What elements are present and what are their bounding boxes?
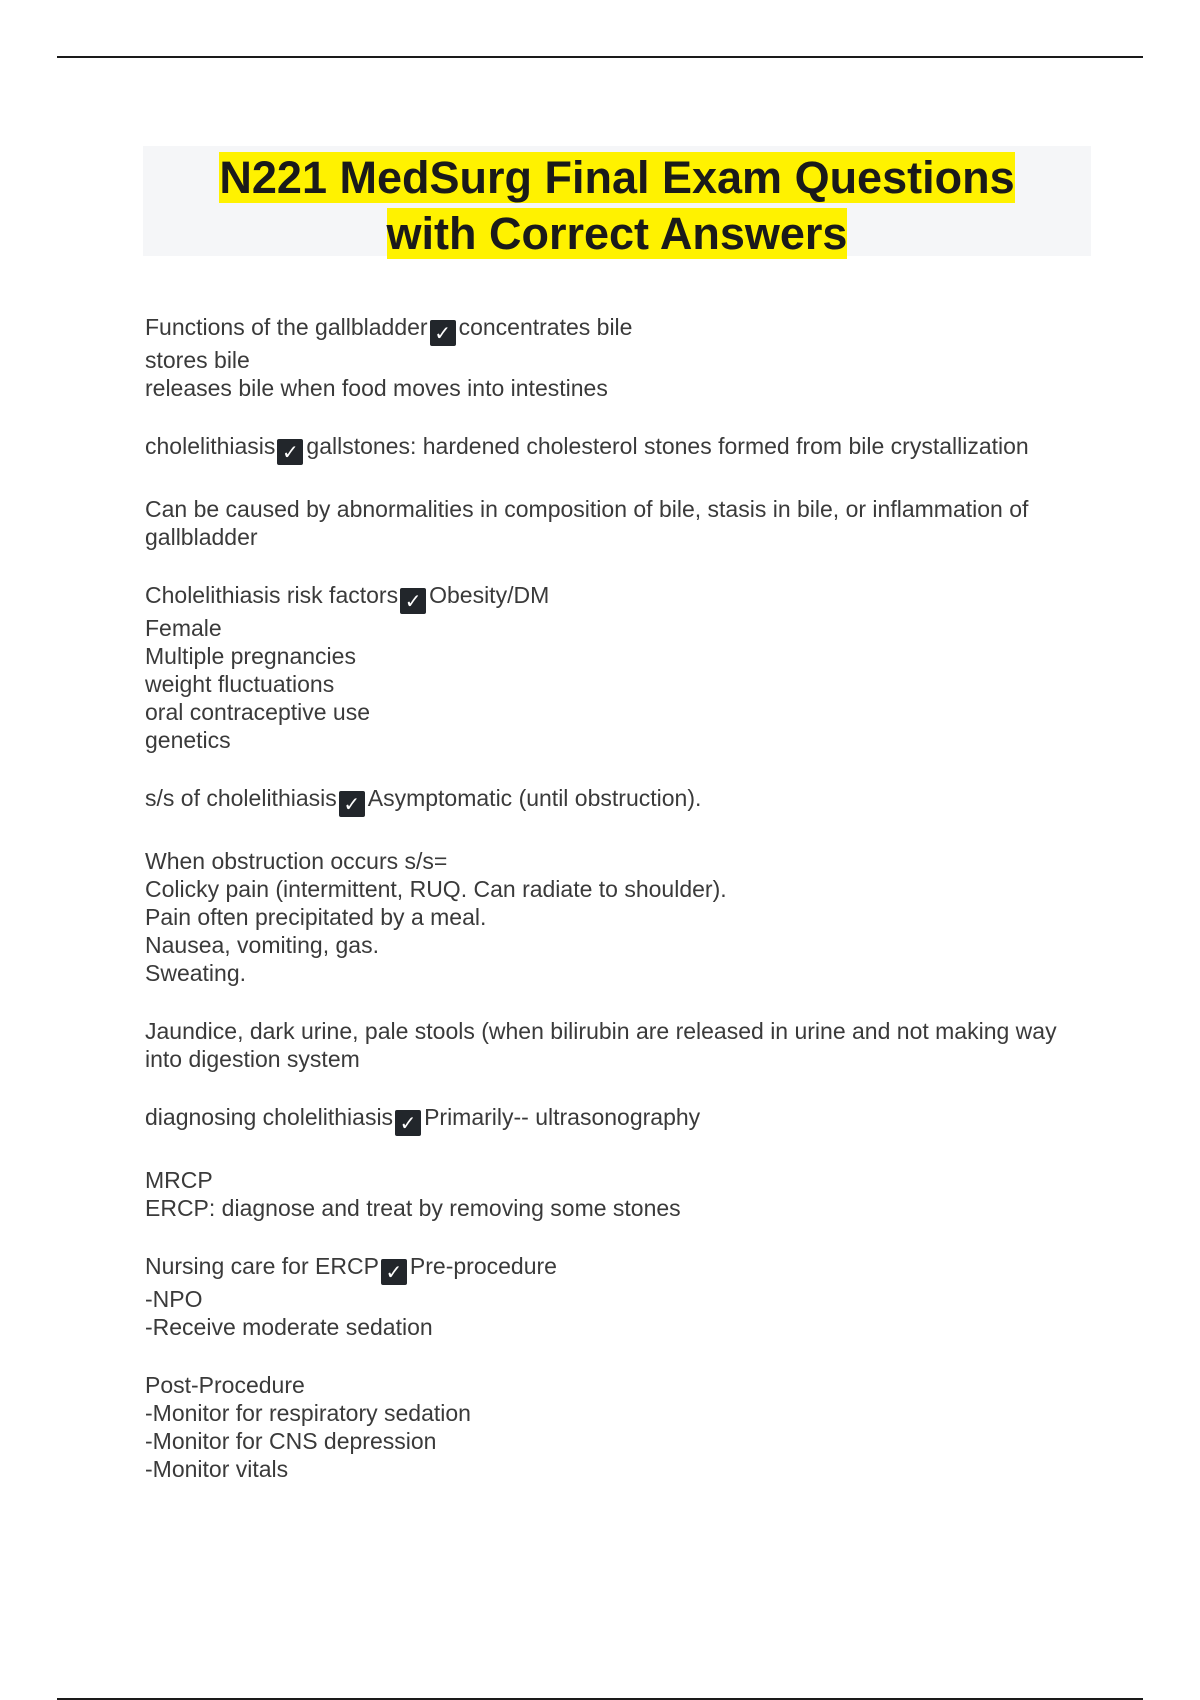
flashcard bbox=[145, 1017, 1085, 1073]
flashcard bbox=[145, 432, 1085, 465]
question-text: cholelithiasis bbox=[145, 433, 276, 459]
card-line bbox=[145, 1455, 1085, 1483]
card-line bbox=[145, 959, 1085, 987]
flashcard bbox=[145, 1166, 1085, 1222]
answer-text: Colicky pain (intermittent, RUQ. Can radiate to shoulder). bbox=[145, 876, 727, 902]
answer-text: Post-Procedure bbox=[145, 1372, 305, 1398]
card-line bbox=[145, 875, 1085, 903]
card-line bbox=[145, 726, 1085, 754]
answer-text: Asymptomatic (until obstruction). bbox=[367, 785, 702, 811]
answer-text: Can be caused by abnormalities in composition of bile, stasis in bile, or inflammation of gallbladder bbox=[145, 496, 1029, 550]
title-line-2: with Correct Answers bbox=[386, 208, 848, 259]
answer-text: concentrates bile bbox=[458, 314, 633, 340]
card-line bbox=[145, 432, 1085, 465]
card-line bbox=[145, 1399, 1085, 1427]
checkmark-icon: ✓ bbox=[277, 439, 303, 465]
answer-text: -Monitor vitals bbox=[145, 1456, 289, 1482]
answer-text: Pain often precipitated by a meal. bbox=[145, 904, 487, 930]
card-line bbox=[145, 1427, 1085, 1455]
answer-text: Sweating. bbox=[145, 960, 247, 986]
answer-text: Multiple pregnancies bbox=[145, 643, 356, 669]
flashcard bbox=[145, 495, 1085, 551]
answer-text: gallstones: hardened cholesterol stones formed from bile crystallization bbox=[306, 433, 1029, 459]
answer-text: -Monitor for CNS depression bbox=[145, 1428, 437, 1454]
card-line bbox=[145, 931, 1085, 959]
flashcard bbox=[145, 1252, 1085, 1341]
answer-text: -NPO bbox=[145, 1286, 203, 1312]
answer-text: Jaundice, dark urine, pale stools (when bilirubin are released in urine and not making way into digestion system bbox=[145, 1018, 1057, 1072]
card-line bbox=[145, 903, 1085, 931]
card-line bbox=[145, 346, 1085, 374]
document-title bbox=[143, 146, 1091, 262]
checkmark-icon: ✓ bbox=[339, 791, 365, 817]
card-line bbox=[145, 1194, 1085, 1222]
answer-text: releases bile when food moves into intestines bbox=[145, 375, 608, 401]
answer-text: Female bbox=[145, 615, 222, 641]
flashcard bbox=[145, 784, 1085, 817]
question-text: diagnosing cholelithiasis bbox=[145, 1104, 394, 1130]
answer-text: MRCP bbox=[145, 1167, 213, 1193]
question-text: Cholelithiasis risk factors bbox=[145, 582, 399, 608]
checkmark-icon: ✓ bbox=[430, 320, 456, 346]
checkmark-icon: ✓ bbox=[381, 1259, 407, 1285]
card-line bbox=[145, 1252, 1085, 1285]
answer-text: oral contraceptive use bbox=[145, 699, 371, 725]
answer-text: -Monitor for respiratory sedation bbox=[145, 1400, 471, 1426]
answer-text: ERCP: diagnose and treat by removing some stones bbox=[145, 1195, 681, 1221]
card-line bbox=[145, 670, 1085, 698]
card-line bbox=[145, 1371, 1085, 1399]
card-line bbox=[145, 847, 1085, 875]
answer-text: Pre-procedure bbox=[409, 1253, 557, 1279]
title-banner bbox=[143, 146, 1091, 259]
answer-text: genetics bbox=[145, 727, 231, 753]
card-line bbox=[145, 698, 1085, 726]
flashcard bbox=[145, 1103, 1085, 1136]
question-text: s/s of cholelithiasis bbox=[145, 785, 337, 811]
card-line bbox=[145, 614, 1085, 642]
card-line bbox=[145, 581, 1085, 614]
checkmark-icon: ✓ bbox=[395, 1110, 421, 1136]
card-line bbox=[145, 1285, 1085, 1313]
answer-text: stores bile bbox=[145, 347, 250, 373]
flashcard bbox=[145, 1371, 1085, 1483]
card-line bbox=[145, 1313, 1085, 1341]
question-text: Functions of the gallbladder bbox=[145, 314, 428, 340]
flashcard bbox=[145, 313, 1085, 402]
answer-text: -Receive moderate sedation bbox=[145, 1314, 433, 1340]
answer-text: Primarily-- ultrasonography bbox=[424, 1104, 701, 1130]
question-text: Nursing care for ERCP bbox=[145, 1253, 379, 1279]
answer-text: Nausea, vomiting, gas. bbox=[145, 932, 379, 958]
title-line-1: N221 MedSurg Final Exam Questions bbox=[219, 152, 1015, 203]
answer-text: When obstruction occurs s/s= bbox=[145, 848, 448, 874]
card-line bbox=[145, 495, 1085, 551]
card-line bbox=[145, 784, 1085, 817]
flashcard bbox=[145, 581, 1085, 754]
top-rule bbox=[57, 56, 1143, 58]
flashcard bbox=[145, 847, 1085, 987]
answer-text: weight fluctuations bbox=[145, 671, 335, 697]
card-line bbox=[145, 1166, 1085, 1194]
answer-text: Obesity/DM bbox=[429, 582, 550, 608]
checkmark-icon: ✓ bbox=[400, 588, 426, 614]
card-line bbox=[145, 1103, 1085, 1136]
flashcard-list bbox=[145, 313, 1085, 1513]
card-line bbox=[145, 642, 1085, 670]
card-line bbox=[145, 313, 1085, 346]
card-line bbox=[145, 1017, 1085, 1073]
card-line bbox=[145, 374, 1085, 402]
